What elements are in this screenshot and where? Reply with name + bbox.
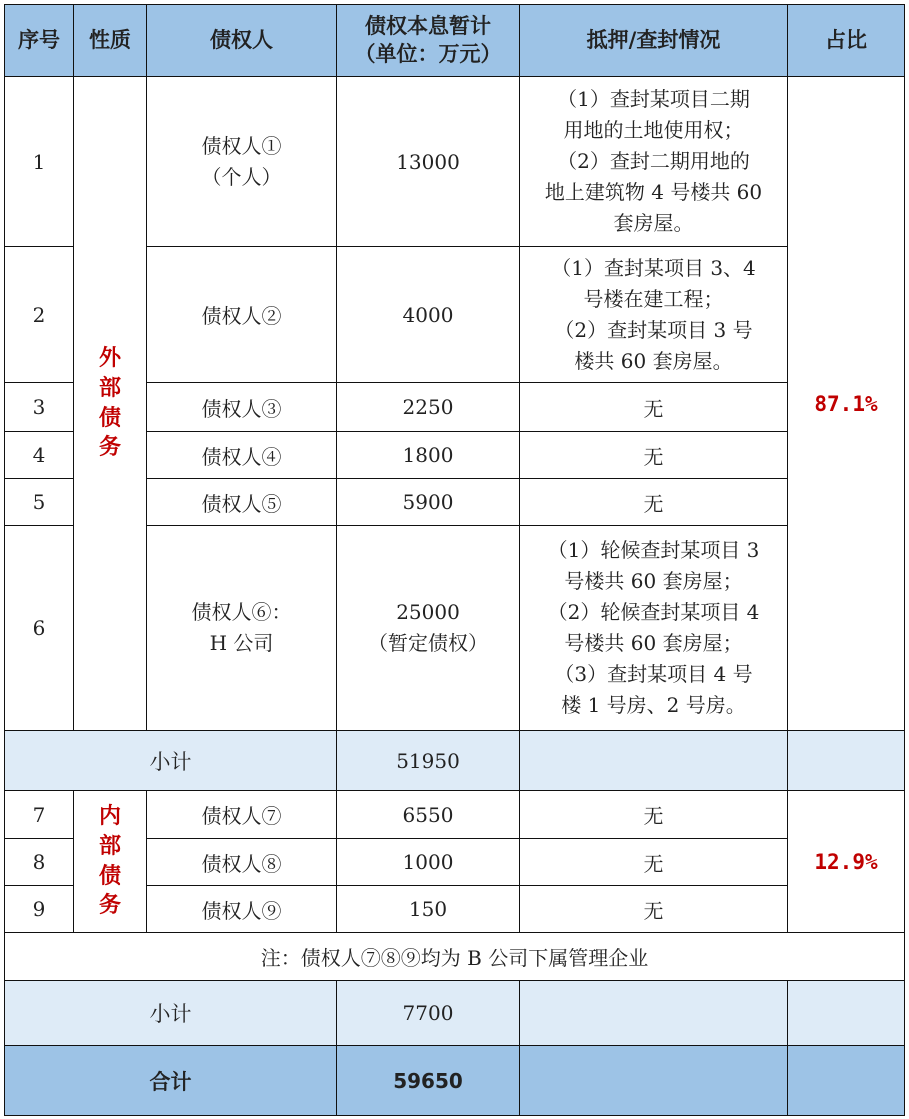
group-external-ratio: 87.1% — [788, 77, 905, 731]
row-creditor: 债权人① （个人） — [147, 77, 337, 247]
row-amount: 25000 （暂定债权） — [337, 526, 520, 731]
row-creditor: 债权人⑧ — [147, 839, 337, 886]
header-collateral: 抵押/查封情况 — [520, 5, 788, 77]
row-amount: 150 — [337, 886, 520, 933]
header-ratio: 占比 — [788, 5, 905, 77]
row-creditor: 债权人② — [147, 247, 337, 383]
row-creditor: 债权人⑤ — [147, 479, 337, 526]
row-seq: 4 — [5, 432, 74, 479]
total-row — [5, 1046, 905, 1116]
header-seq: 序号 — [5, 5, 74, 77]
row-creditor: 债权人⑦ — [147, 791, 337, 839]
subtotal-internal-ratio — [788, 981, 905, 1046]
total-label: 合计 — [5, 1046, 337, 1116]
subtotal-external-collateral — [520, 731, 788, 791]
note-text: 注：债权人⑦⑧⑨均为 B 公司下属管理企业 — [5, 933, 905, 981]
row-seq: 5 — [5, 479, 74, 526]
row-amount: 13000 — [337, 77, 520, 247]
row-collateral: 无 — [520, 839, 788, 886]
row-creditor: 债权人⑨ — [147, 886, 337, 933]
debt-table — [4, 4, 905, 1116]
header-creditor: 债权人 — [147, 5, 337, 77]
subtotal-external-label: 小计 — [5, 731, 337, 791]
row-amount: 4000 — [337, 247, 520, 383]
note-row — [5, 933, 905, 981]
row-seq: 1 — [5, 77, 74, 247]
row-collateral: 无 — [520, 383, 788, 432]
row-seq: 2 — [5, 247, 74, 383]
row-amount: 2250 — [337, 383, 520, 432]
row-seq: 6 — [5, 526, 74, 731]
row-collateral: 无 — [520, 479, 788, 526]
group-internal-ratio: 12.9% — [788, 791, 905, 933]
table-row — [5, 791, 905, 839]
row-collateral: 无 — [520, 432, 788, 479]
subtotal-external-row — [5, 731, 905, 791]
subtotal-internal-row — [5, 981, 905, 1046]
total-amount: 59650 — [337, 1046, 520, 1116]
group-external-label: 外 部 债 务 — [74, 77, 147, 731]
header-row — [5, 5, 905, 77]
row-seq: 8 — [5, 839, 74, 886]
row-amount: 1800 — [337, 432, 520, 479]
row-collateral: （1）轮候查封某项目 3 号楼共 60 套房屋； （2）轮候查封某项目 4 号楼共 60 套房屋； （3）查封某项目 4 号 楼 1 号房、2 号房。 — [520, 526, 788, 731]
subtotal-external-amount: 51950 — [337, 731, 520, 791]
row-seq: 7 — [5, 791, 74, 839]
subtotal-internal-amount: 7700 — [337, 981, 520, 1046]
subtotal-internal-label: 小计 — [5, 981, 337, 1046]
row-collateral: （1）查封某项目二期 用地的土地使用权； （2）查封二期用地的 地上建筑物 4 号楼共 60 套房屋。 — [520, 77, 788, 247]
row-creditor: 债权人③ — [147, 383, 337, 432]
row-amount: 1000 — [337, 839, 520, 886]
total-ratio — [788, 1046, 905, 1116]
subtotal-external-ratio — [788, 731, 905, 791]
row-collateral: 无 — [520, 886, 788, 933]
row-creditor: 债权人④ — [147, 432, 337, 479]
header-amount: 债权本息暂计 （单位：万元） — [337, 5, 520, 77]
subtotal-internal-collateral — [520, 981, 788, 1046]
row-amount: 5900 — [337, 479, 520, 526]
row-collateral: 无 — [520, 791, 788, 839]
row-seq: 9 — [5, 886, 74, 933]
row-seq: 3 — [5, 383, 74, 432]
group-internal-label: 内 部 债 务 — [74, 791, 147, 933]
row-collateral: （1）查封某项目 3、4 号楼在建工程； （2）查封某项目 3 号 楼共 60 套房屋。 — [520, 247, 788, 383]
row-creditor: 债权人⑥： H 公司 — [147, 526, 337, 731]
header-nature: 性质 — [74, 5, 147, 77]
table-row — [5, 77, 905, 247]
total-collateral — [520, 1046, 788, 1116]
row-amount: 6550 — [337, 791, 520, 839]
